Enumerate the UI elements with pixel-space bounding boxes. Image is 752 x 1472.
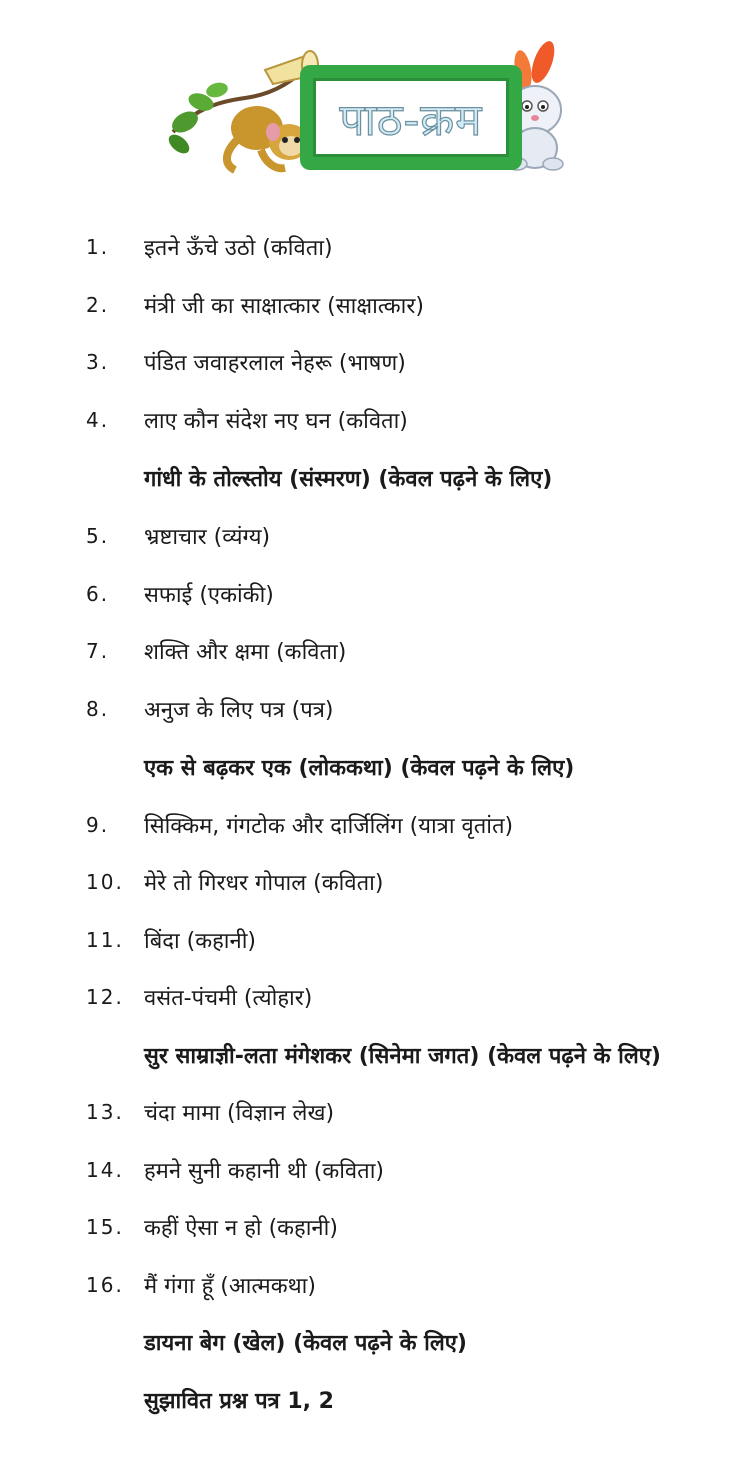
list-item [0,1092,752,1132]
item-number: 5. [86,524,110,548]
item-number: 15. [86,1215,124,1239]
item-title: चंदा मामा (विज्ञान लेख) [144,1101,335,1126]
item-number: 4. [86,408,110,432]
list-item [0,805,752,845]
list-item [0,631,752,671]
list-item [0,1265,752,1305]
item-title: सफाई (एकांकी) [144,583,274,608]
list-item [0,1207,752,1247]
list-item [0,285,752,325]
item-title: बिंदा (कहानी) [144,929,256,954]
extra-reading-item [0,458,752,498]
item-number: 12. [86,985,124,1009]
list-item [0,920,752,960]
item-number: 6. [86,582,110,606]
item-title: अनुज के लिए पत्र (पत्र) [144,698,334,723]
list-item [0,1150,752,1190]
item-number: 8. [86,697,110,721]
list-item [0,516,752,556]
list-item [0,862,752,902]
item-number: 10. [86,870,124,894]
item-number: 9. [86,813,110,837]
list-item [0,400,752,440]
item-title: शक्ति और क्षमा (कविता) [144,640,347,665]
extra-reading-item [0,747,752,787]
page-title: पाठ-क्रम [339,94,483,146]
item-title: भ्रष्टाचार (व्यंग्य) [144,525,271,550]
item-number: 1. [86,235,110,259]
item-title: मेरे तो गिरधर गोपाल (कविता) [144,871,384,896]
item-number: 14. [86,1158,124,1182]
item-title: हमने सुनी कहानी थी (कविता) [144,1159,384,1184]
item-number: 13. [86,1100,124,1124]
item-title: डायना बेग (खेल) (केवल पढ़ने के लिए) [144,1331,467,1356]
list-item [0,977,752,1017]
item-title: वसंत-पंचमी (त्योहार) [144,986,313,1011]
item-title: मैं गंगा हूँ (आत्मकथा) [144,1274,316,1299]
sample-papers-item [0,1380,752,1420]
title-box [300,65,522,170]
item-title: सुर साम्राज्ञी-लता मंगेशकर (सिनेमा जगत) (केवल पढ़ने के लिए) [144,1044,661,1069]
extra-reading-item [0,1322,752,1362]
list-item [0,689,752,729]
list-item [0,342,752,382]
item-title: लाए कौन संदेश नए घन (कविता) [144,409,408,434]
list-item [0,227,752,267]
item-title: गांधी के तोल्स्तोय (संस्मरण) (केवल पढ़ने के लिए) [144,467,553,492]
item-title: मंत्री जी का साक्षात्कार (साक्षात्कार) [144,294,424,319]
list-item [0,574,752,614]
item-title: एक से बढ़कर एक (लोककथा) (केवल पढ़ने के लिए) [144,756,575,781]
item-number: 16. [86,1273,124,1297]
extra-reading-item [0,1035,752,1075]
item-number: 7. [86,639,110,663]
item-number: 11. [86,928,124,952]
item-number: 3. [86,350,110,374]
item-title: सुझावित प्रश्न पत्र 1, 2 [144,1389,334,1414]
item-number: 2. [86,293,110,317]
item-title: इतने ऊँचे उठो (कविता) [144,236,333,261]
item-title: सिक्किम, गंगटोक और दार्जिलिंग (यात्रा वृतांत) [144,814,514,839]
item-title: पंडित जवाहरलाल नेहरू (भाषण) [144,351,406,376]
item-title: कहीं ऐसा न हो (कहानी) [144,1216,338,1241]
